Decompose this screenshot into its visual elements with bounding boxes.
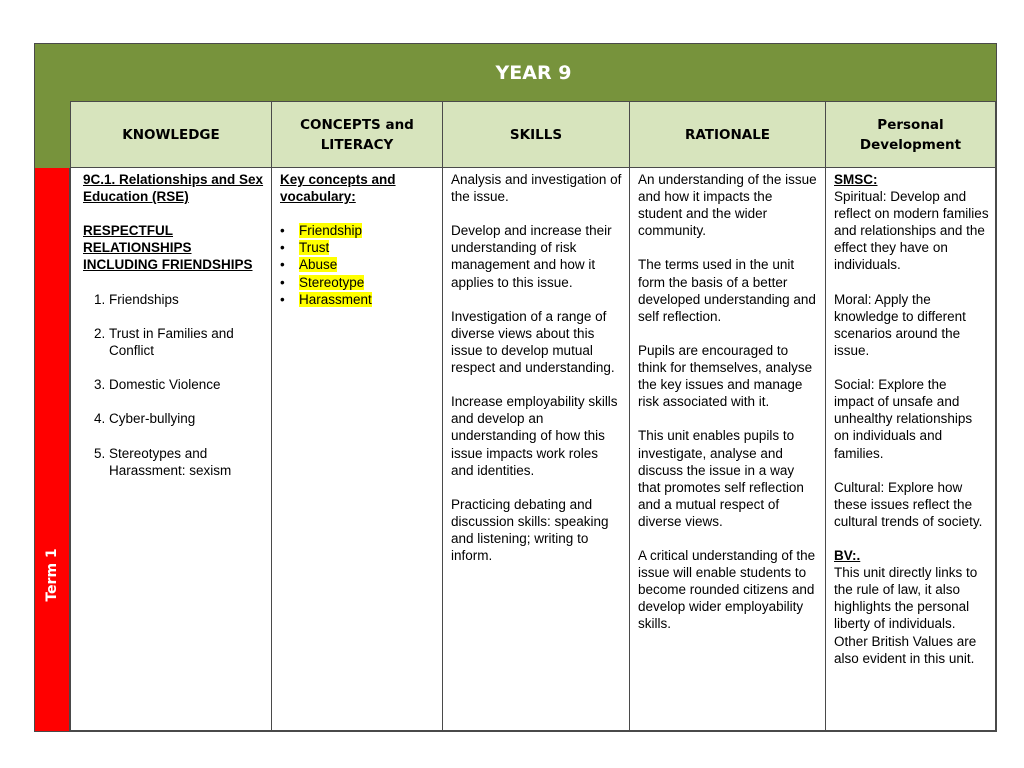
rationale-item: This unit enables pupils to investigate, analyse and discuss the issue in a way that promotes self reflection and a mutual respect of diverse views.	[638, 428, 804, 529]
vocabulary-list	[280, 222, 436, 307]
rationale-item: An understanding of the issue and how it impacts the student and the wider community.	[638, 172, 817, 239]
header-knowledge: KNOWLEDGE	[70, 101, 272, 168]
list-item: • Abuse	[280, 256, 436, 273]
unit-theme: RESPECTFUL RELATIONSHIPS INCLUDING FRIENDSHIPS	[83, 223, 253, 273]
knowledge-cell	[70, 168, 272, 731]
skill-item: Practicing debating and discussion skills: speaking and listening; writing to inform.	[451, 496, 609, 564]
title-side-fill	[35, 101, 70, 168]
header-rationale: RATIONALE	[629, 101, 826, 168]
list-item: 5. Stereotypes and Harassment: sexism	[109, 445, 265, 479]
skill-item: Develop and increase their understanding of risk management and how it applies to this issue.	[451, 223, 612, 290]
header-personal-development: Personal Development	[825, 101, 996, 168]
skill-item: Analysis and investigation of the issue.	[451, 172, 622, 205]
unit-title: 9C.1. Relationships and Sex Education (RSE)	[83, 172, 264, 205]
rationale-cell	[629, 168, 826, 731]
list-item: 3. Domestic Violence	[109, 376, 265, 393]
list-item: 4. Cyber-bullying	[109, 410, 265, 427]
rationale-item: A critical understanding of the issue will enable students to become rounded citizens and develop wider employability skills.	[638, 548, 816, 632]
moral-text: Moral: Apply the knowledge to different scenarios around the issue.	[834, 291, 966, 358]
personal-development-cell	[825, 168, 996, 731]
rationale-item: Pupils are encouraged to think for themselves, analyse the key issues and manage risk associated with it.	[638, 342, 813, 410]
term-label: Term 1	[44, 548, 60, 602]
list-item: 2. Trust in Families and Conflict	[109, 325, 265, 359]
social-text: Social: Explore the impact of unsafe and unhealthy relationships on individuals and families.	[834, 377, 973, 461]
concepts-heading: Key concepts and vocabulary:	[280, 172, 396, 205]
year-title: YEAR 9	[495, 61, 572, 84]
skills-cell	[442, 168, 630, 731]
cultural-text: Cultural: Explore how these issues reflect the cultural trends of society.	[834, 479, 983, 529]
skill-item: Increase employability skills and develop an understanding of how this issue impacts work roles and identities.	[451, 394, 618, 478]
smsc-heading: SMSC:	[834, 172, 878, 187]
concepts-cell	[271, 168, 443, 731]
list-item: • Friendship	[280, 222, 436, 239]
list-item: • Trust	[280, 239, 436, 256]
term-strip	[35, 168, 70, 731]
list-item: • Stereotype	[280, 274, 436, 291]
year-title-bar	[35, 44, 996, 101]
curriculum-table	[34, 43, 997, 732]
header-concepts: CONCEPTS and LITERACY	[271, 101, 443, 168]
spiritual-text: Spiritual: Develop and reflect on modern families and relationships and the effect they have on individuals.	[834, 189, 989, 273]
bv-heading: BV:.	[834, 548, 861, 564]
topic-list	[83, 291, 265, 479]
list-item: 1. Friendships	[109, 291, 265, 308]
list-item: • Harassment	[280, 291, 436, 308]
bv-text: This unit directly links to the rule of law, it also highlights the personal liberty of individuals. Other British Values are also evident in this unit.	[834, 565, 978, 666]
skill-item: Investigation of a range of diverse views about this issue to develop mutual respect and understanding.	[451, 308, 615, 376]
header-skills: SKILLS	[442, 101, 630, 168]
rationale-item: The terms used in the unit form the basis of a better developed understanding and self reflection.	[638, 257, 816, 324]
